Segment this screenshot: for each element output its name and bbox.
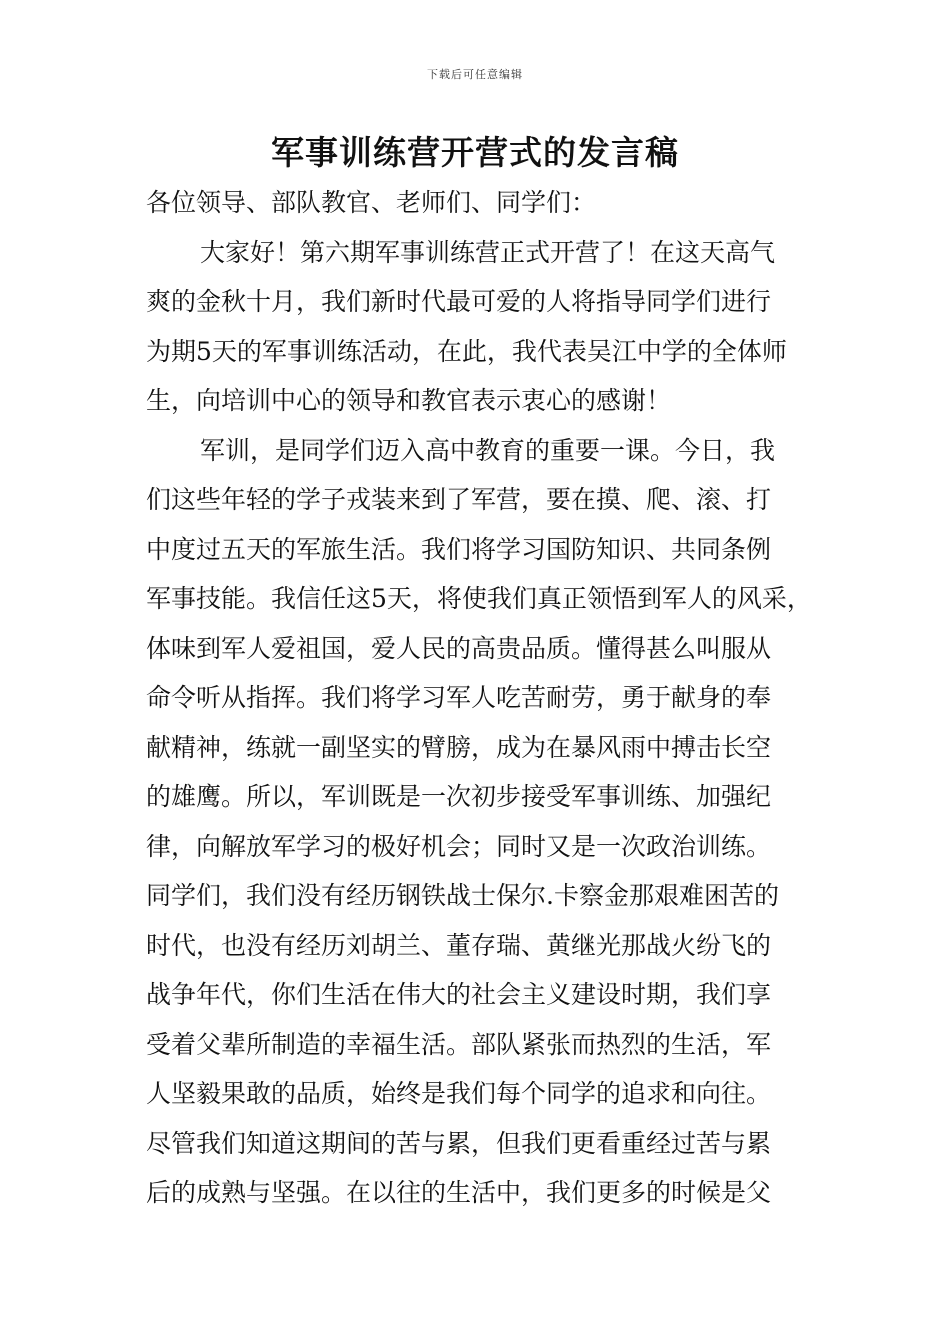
- text-line: 尽管我们知道这期间的苦与累，但我们更看重经过苦与累: [146, 1128, 772, 1158]
- text-line: 大家好！第六期军事训练营正式开营了！在这天高气: [200, 237, 776, 267]
- text-line: 献精神，练就一副坚实的臂膀，成为在暴风雨中搏击长空: [146, 732, 772, 762]
- text-line: 生，向培训中心的领导和教官表示衷心的感谢！: [146, 386, 672, 415]
- text-line: 中度过五天的军旅生活。我们将学习国防知识、共同条例: [146, 534, 772, 564]
- text-line: 的雄鹰。所以，军训既是一次初步接受军事训练、加强纪: [146, 782, 772, 811]
- page-title: 军事训练营开营式的发言稿: [271, 133, 679, 172]
- salutation: 各位领导、部队教官、老师们、同学们：: [146, 188, 597, 217]
- text-line: 战争年代，你们生活在伟大的社会主义建设时期，我们享: [146, 980, 772, 1009]
- document-body: [146, 178, 816, 1218]
- text-line: 体味到军人爱祖国，爱人民的高贵品质。懂得甚么叫服从: [146, 633, 772, 663]
- paragraph-1: [146, 228, 816, 426]
- text-line: 为期5天的军事训练活动，在此，我代表吴江中学的全体师: [146, 336, 787, 366]
- paragraph-2: [146, 426, 816, 1218]
- text-line: 军事技能。我信任这5天，将使我们真正领悟到军人的风采，: [146, 584, 812, 613]
- header-note: 下载后可任意编辑: [427, 68, 523, 81]
- text-line: 命令听从指挥。我们将学习军人吃苦耐劳，勇于献身的奉: [146, 683, 772, 712]
- text-line: 律，向解放军学习的极好机会；同时又是一次政治训练。: [146, 831, 772, 861]
- text-line: 军训，是同学们迈入高中教育的重要一课。今日，我: [200, 435, 776, 465]
- text-line: 人坚毅果敢的品质，始终是我们每个同学的追求和向往。: [146, 1079, 772, 1108]
- text-line: 爽的金秋十月，我们新时代最可爱的人将指导同学们进行: [146, 287, 772, 316]
- text-line: 们这些年轻的学子戎装来到了军营，要在摸、爬、滚、打: [146, 485, 772, 514]
- text-line: 时代，也没有经历刘胡兰、董存瑞、黄继光那战火纷飞的: [146, 930, 772, 960]
- text-line: 受着父辈所制造的幸福生活。部队紧张而热烈的生活，军: [146, 1029, 772, 1059]
- text-line: 后的成熟与坚强。在以往的生活中，我们更多的时候是父: [146, 1178, 772, 1207]
- text-line: 同学们，我们没有经历钢铁战士保尔.卡察金那艰难困苦的: [146, 881, 779, 910]
